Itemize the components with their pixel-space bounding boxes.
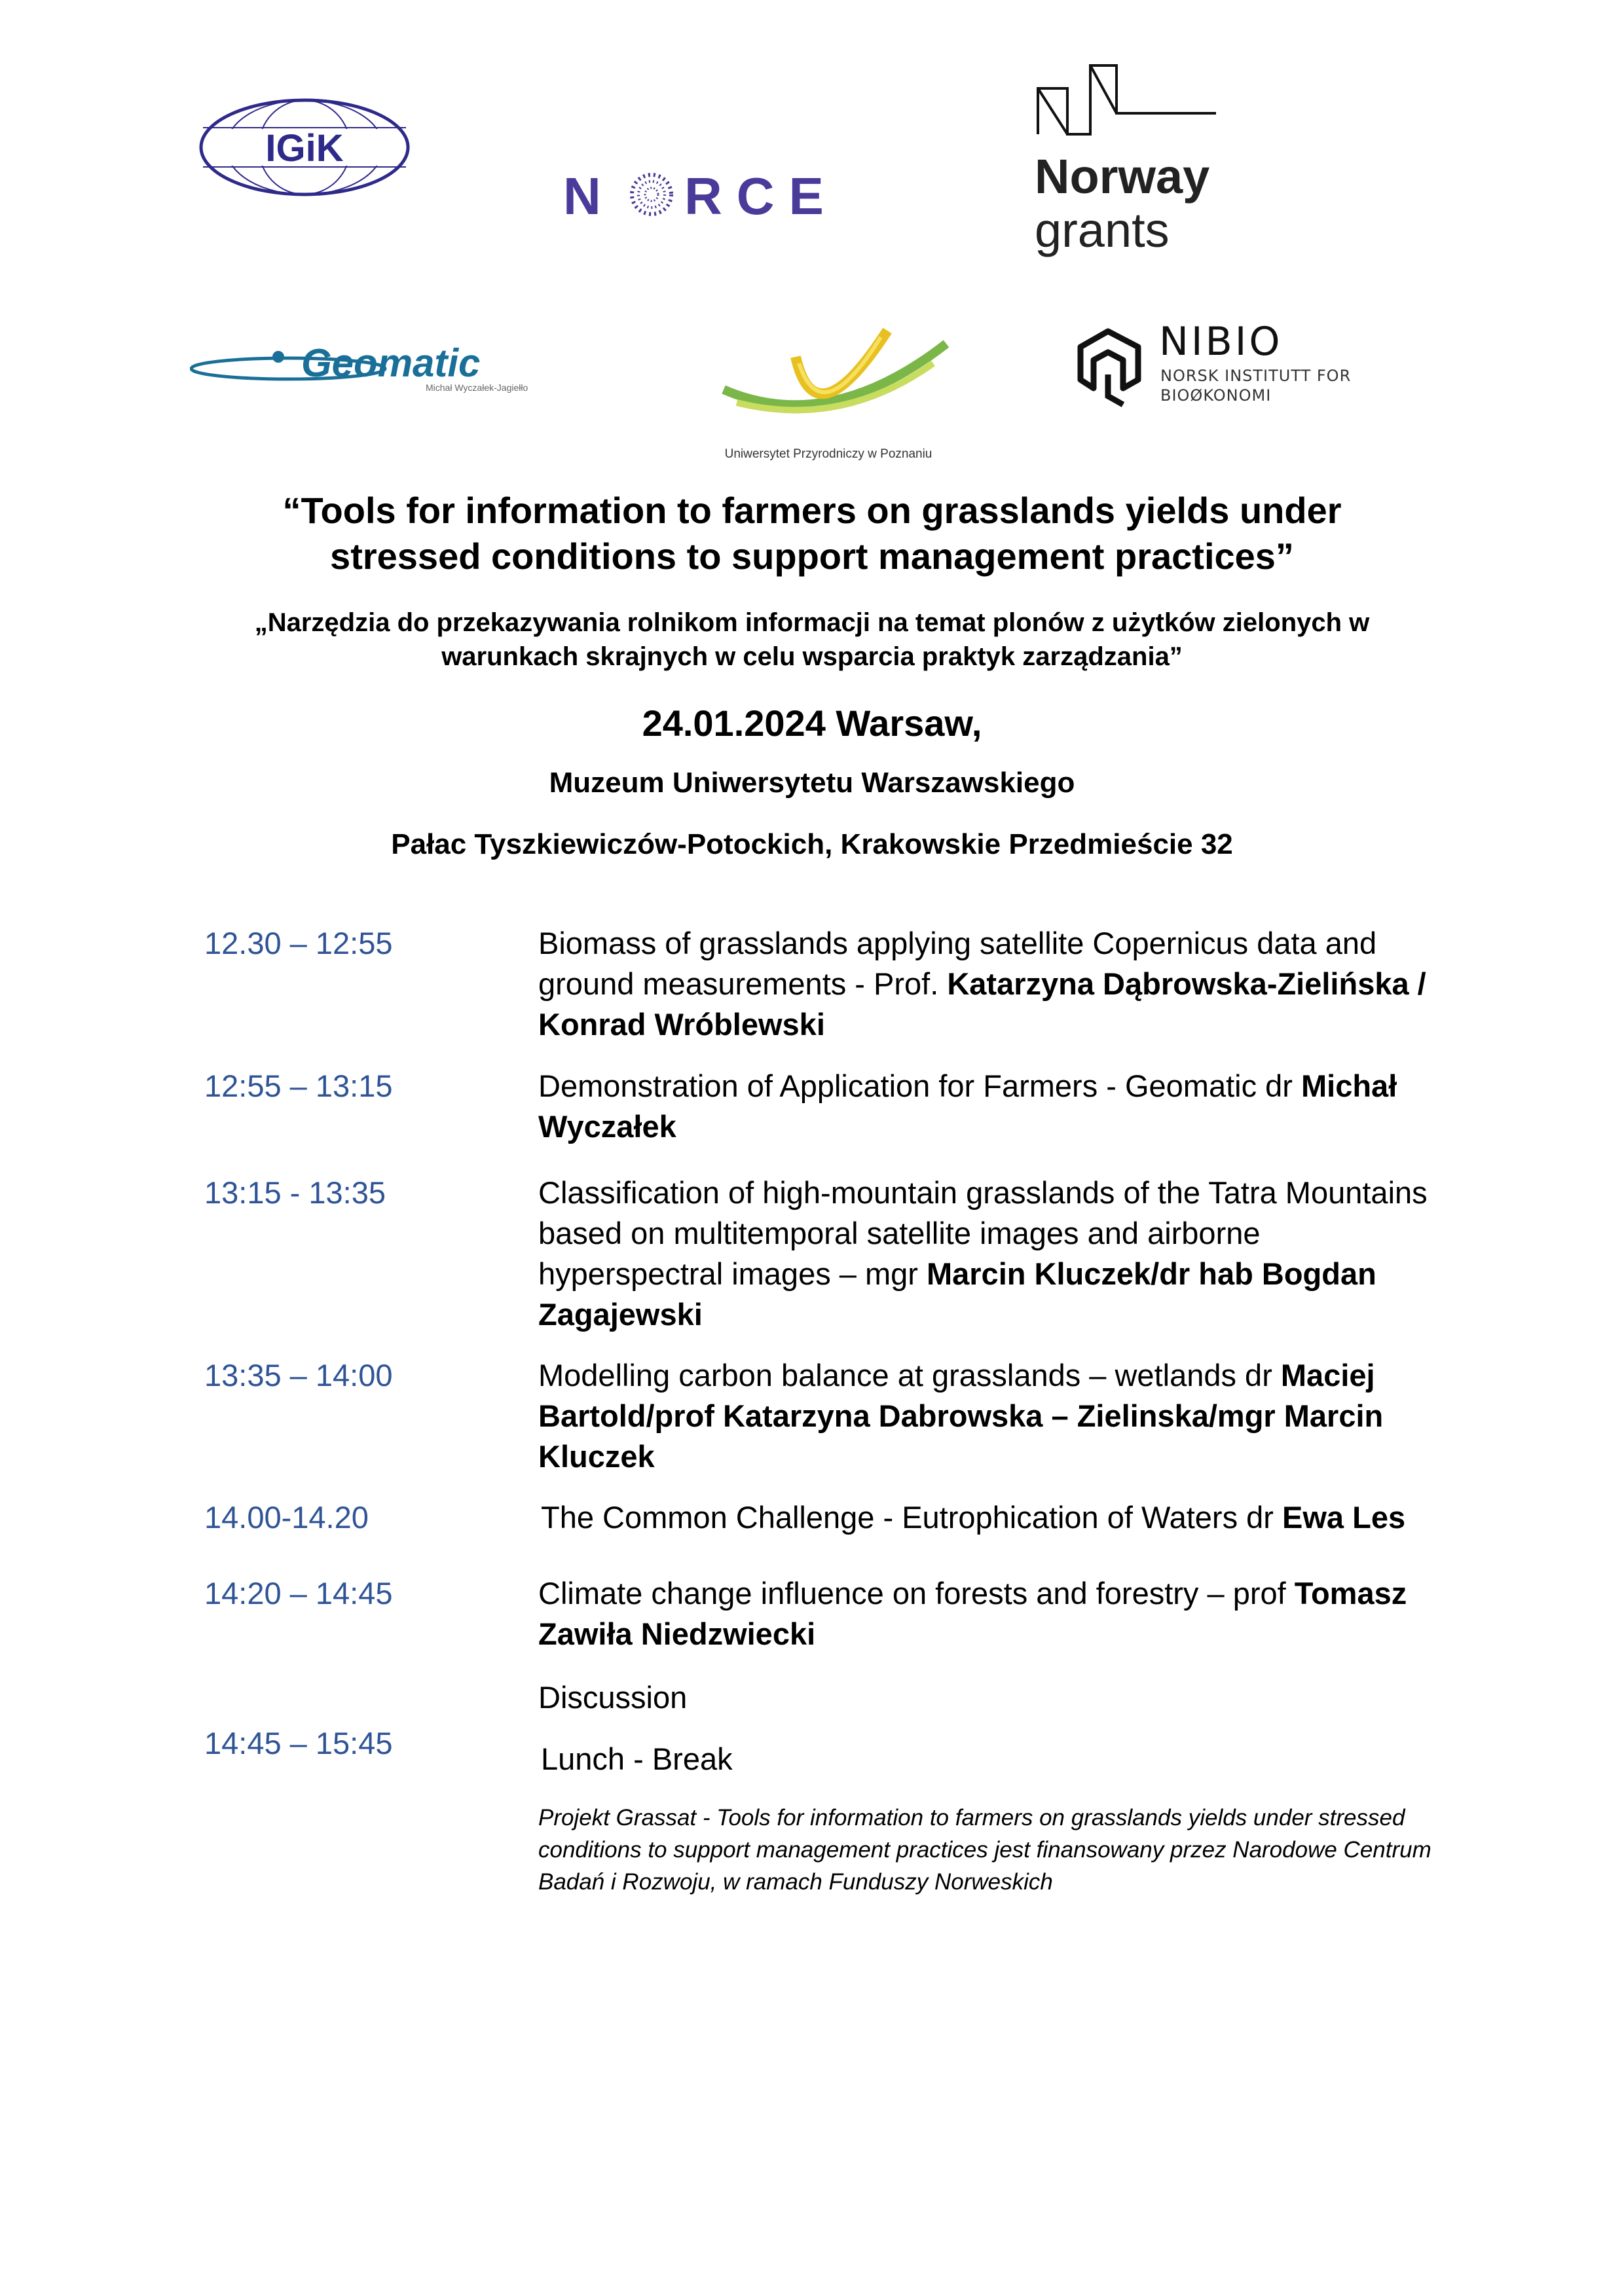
agenda-time: 12.30 – 12:55 [204, 926, 393, 960]
agenda-item-carbon-balance: Modelling carbon balance at grasslands – wetlands dr Maciej Bartold/prof Katarzyna Dabrowska – Zielinska/mgr Marcin Kluczek [538, 1358, 1384, 1474]
agenda-item-demonstration: Demonstration of Application for Farmers - Geomatic dr Michał Wyczałek [538, 1068, 1397, 1144]
agenda-time: 14.00-14.20 [204, 1500, 369, 1535]
svg-text:Uniwersytet Przyrodniczy w Poz: Uniwersytet Przyrodniczy w Poznaniu [724, 447, 932, 461]
svg-text:Michał Wyczałek-Jagiełło: Michał Wyczałek-Jagiełło [426, 382, 528, 393]
funding-footnote: Projekt Grassat - Tools for information to farmers on grasslands yields under stressed conditions to support management practices jest finansowany przez Narodowe Centrum Badań i Rozwoju, w ramach Funduszy Norweskich [538, 1805, 1431, 1895]
event-subtitle-line2: warunkach skrajnych w celu wsparcia praktyk zarządzania” [441, 642, 1183, 671]
agenda-time: 13:15 - 13:35 [204, 1175, 386, 1210]
norce-logo [563, 160, 851, 232]
svg-text:Geomatic: Geomatic [301, 341, 481, 385]
agenda-time: 12:55 – 13:15 [204, 1068, 393, 1103]
svg-text:N: N [563, 167, 616, 225]
upp-logo [697, 318, 959, 465]
svg-text:Norway: Norway [1035, 149, 1210, 204]
venue-name: Muzeum Uniwersytetu Warszawskiego [549, 767, 1075, 799]
agenda-item-biomass: Biomass of grasslands applying satellite Copernicus data and ground measurements - Prof. Katarzyna Dąbrowska-Zielińska / Konrad Wróblewski [538, 926, 1426, 1042]
agenda-time: 13:35 – 14:00 [204, 1358, 393, 1393]
event-title-line1: “Tools for information to farmers on grasslands yields under [282, 490, 1342, 531]
svg-text:NORSK INSTITUTT FOR: NORSK INSTITUTT FOR [1160, 367, 1352, 385]
event-subtitle-pl [0, 606, 1624, 674]
svg-text:BIOØKONOMI: BIOØKONOMI [1160, 386, 1272, 405]
agenda-time: 14:45 – 15:45 [204, 1726, 393, 1760]
agenda-time: 14:20 – 14:45 [204, 1576, 393, 1611]
event-title [0, 488, 1624, 579]
norce-logo-text: RCE [684, 167, 838, 225]
event-subtitle-line1: „Narzędzia do przekazywania rolnikom informacji na temat plonów z użytków zielonych w [254, 608, 1370, 637]
agenda-item-discussion: Discussion [538, 1680, 688, 1715]
igik-logo-text: IGiK [265, 127, 344, 170]
agenda-item-common-challenge: The Common Challenge - Eutrophication of Waters dr Ewa Les [541, 1500, 1406, 1535]
event-date: 24.01.2024 Warsaw, [642, 702, 982, 744]
agenda-item-climate-change: Climate change influence on forests and forestry – prof Tomasz Zawiła Niedzwiecki [538, 1576, 1407, 1651]
nibio-logo [1074, 314, 1388, 412]
norway-grants-logo [1031, 62, 1228, 272]
svg-text:NIBIO: NIBIO [1159, 319, 1283, 365]
agenda-item-lunch-break: Lunch - Break [541, 1741, 733, 1776]
igik-logo [196, 95, 413, 200]
event-title-line2: stressed conditions to support management practices” [330, 536, 1294, 577]
venue-address: Pałac Tyszkiewiczów-Potockich, Krakowskie Przedmieście 32 [391, 828, 1233, 860]
geomatic-logo [190, 337, 609, 396]
agenda-item-classification: Classification of high-mountain grasslands of the Tatra Mountains based on multitemporal satellite images and airborne hyperspectral images – mgr Marcin Kluczek/dr hab Bogdan Zagajewski [538, 1175, 1428, 1332]
svg-text:grants: grants [1035, 203, 1170, 257]
